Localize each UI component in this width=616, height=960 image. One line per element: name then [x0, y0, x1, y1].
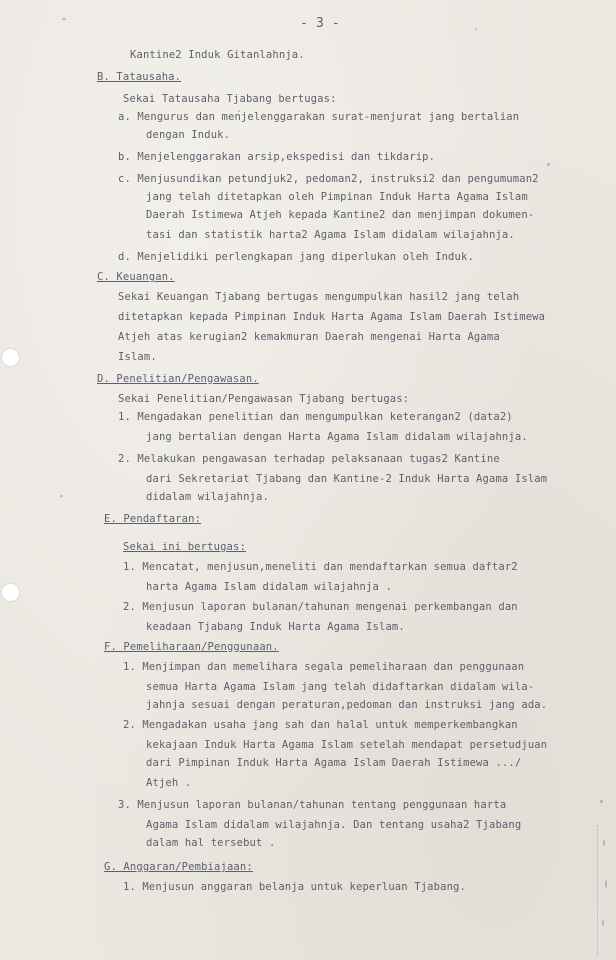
text-line: Islam. [118, 351, 157, 363]
list-item: 2. Menjusun laporan bulanan/tahunan mengenai perkembangan dan [123, 601, 518, 613]
section-heading: D. Penelitian/Pengawasan. [97, 373, 259, 385]
section-heading: B. Tatausaha. [97, 71, 182, 83]
section-heading: F. Pemeliharaan/Penggunaan. [104, 641, 279, 653]
punch-hole [2, 584, 19, 601]
text-line: Kantine2 Induk Gitanlahnja. [130, 49, 305, 61]
text-line: Atjeh . [146, 777, 192, 789]
list-item: 2. Melakukan pengawasan terhadap pelaksanaan tugas2 Kantine [118, 453, 500, 465]
text-line: jang bertalian dengan Harta Agama Islam didalam wilajahnja. [146, 431, 528, 443]
text-line: Agama Islam didalam wilajahnja. Dan tentang usaha2 Tjabang [146, 819, 522, 831]
list-item: 3. Menjusun laporan bulanan/tahunan tentang penggunaan harta [118, 799, 507, 811]
page-number: - 3 - [300, 16, 340, 31]
text-line: keadaan Tjabang Induk Harta Agama Islam. [146, 621, 405, 633]
section-heading: E. Pendaftaran: [104, 513, 202, 525]
paper-speck [600, 800, 603, 803]
list-item: a. Mengurus dan menjelenggarakan surat-menjurat jang bertalian [118, 111, 520, 123]
punch-hole [2, 349, 19, 366]
list-item: 1. Menjimpan dan memelihara segala pemeliharaan dan penggunaan [123, 661, 525, 673]
text-line: semua Harta Agama Islam jang telah didaftarkan didalam wila- [146, 681, 535, 693]
text-line: Atjeh atas kerugian2 kemakmuran Daerah mengenai Harta Agama [118, 331, 500, 343]
section-heading: C. Keuangan. [97, 271, 175, 283]
text-line: ditetapkan kepada Pimpinan Induk Harta Agama Islam Daerah Istimewa [118, 311, 546, 323]
text-line: didalam wilajahnja. [146, 491, 269, 503]
paper-speck [475, 28, 477, 30]
paper-speck [62, 18, 66, 20]
section-heading: G. Anggaran/Pembiajaan: [104, 861, 253, 873]
list-item: c. Menjusundikan petundjuk2, pedoman2, instruksi2 dan pengumuman2 [118, 173, 539, 185]
text-line: jang telah ditetapkan oleh Pimpinan Induk Harta Agama Islam [146, 191, 528, 203]
list-item: b. Menjelenggarakan arsip,ekspedisi dan tikdarip. [118, 151, 436, 163]
text-line: Daerah Istimewa Atjeh kepada Kantine2 dan menjimpan dokumen- [146, 209, 535, 221]
paper-speck [60, 495, 63, 497]
margin-annotation [597, 825, 616, 955]
paper-speck [547, 163, 550, 166]
text-line: dalam hal tersebut . [146, 837, 276, 849]
list-item: 1. Menjusun anggaran belanja untuk keperluan Tjabang. [123, 881, 466, 893]
text-line: dengan Induk. [146, 129, 231, 141]
text-line: Sekai Penelitian/Pengawasan Tjabang bertugas: [118, 393, 410, 405]
text-line: Sekai Tatausaha Tjabang bertugas: [123, 93, 337, 105]
list-item: 1. Mencatat, menjusun,meneliti dan mendaftarkan semua daftar2 [123, 561, 518, 573]
text-line: Sekai ini bertugas: [123, 541, 246, 553]
text-line: jahnja sesuai dengan peraturan,pedoman dan instruksi jang ada. [146, 699, 548, 711]
text-line: dari Pimpinan Induk Harta Agama Islam Daerah Istimewa .../ [146, 757, 522, 769]
text-line: harta Agama Islam didalam wilajahnja . [146, 581, 392, 593]
list-item: d. Menjelidiki perlengkapan jang diperlukan oleh Induk. [118, 251, 474, 263]
list-item: 2. Mengadakan usaha jang sah dan halal untuk memperkembangkan [123, 719, 518, 731]
text-line: Sekai Keuangan Tjabang bertugas mengumpulkan hasil2 jang telah [118, 291, 520, 303]
list-item: 1. Mengadakan penelitian dan mengumpulkan keterangan2 (data2) [118, 411, 513, 423]
text-line: dari Sekretariat Tjabang dan Kantine-2 Induk Harta Agama Islam [146, 473, 548, 485]
text-line: kekajaan Induk Harta Agama Islam setelah mendapat persetudjuan [146, 739, 548, 751]
text-line: tasi dan statistik harta2 Agama Islam didalam wilajahnja. [146, 229, 515, 241]
